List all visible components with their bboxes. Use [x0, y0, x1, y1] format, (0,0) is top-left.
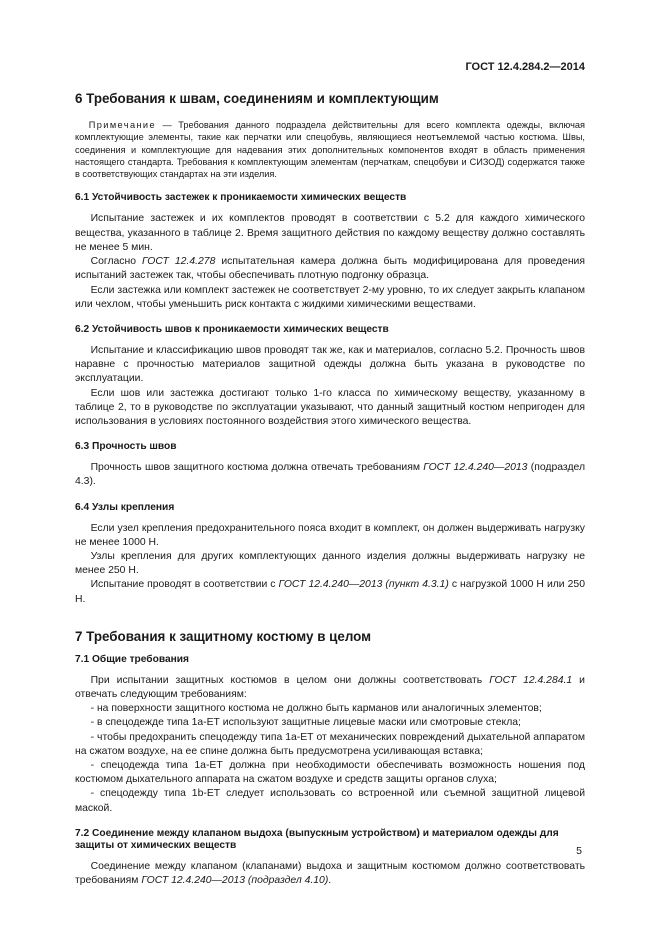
paragraph: При испытании защитных костюмов в целом они должны соответствовать ГОСТ 12.4.284.1 и отвечать следующим требованиям: [75, 674, 585, 700]
paragraph: Узлы крепления для других комплектующих данного изделия должны выдерживать нагрузку не менее 250 Н. [75, 550, 585, 577]
subsection-6-3-heading: 6.3 Прочность швов [75, 441, 177, 453]
paragraph: Испытание застежек и их комплектов проводят в соответствии с 5.2 для каждого химического вещества, указанного в таблице 2. Время защитного действия по каждому веществу должно составлять не менее 5 мин. [75, 213, 585, 253]
list-item: - чтобы предохранить спецодежду типа 1а-ЕТ от механических повреждений дыхательной аппаратом на сжатом воздухе, на ее спине должна быть предусмотрена усиливающая вставка; [75, 731, 585, 757]
section-7-heading: 7 Требования к защитному костюму в целом [75, 628, 372, 644]
list-item: - на поверхности защитного костюма не должно быть карманов или аналогичных элементов; [90, 703, 542, 715]
paragraph: Испытание и классификацию швов проводят так же, как и материалов, согласно 5.2. Прочность швов наравне с прочностью материалов защитной одежды должна быть указана в руководстве по эксплуатации. [75, 344, 585, 385]
subsection-7-2-heading: 7.2 Соединение между клапаном выдоха (выпускным устройством) и материалом одежды для защиты от химических веществ [75, 827, 559, 851]
subsection-6-1-heading: 6.1 Устойчивость застежек к проникаемости химических веществ [75, 192, 407, 204]
subsection-6-2-heading: 6.2 Устойчивость швов к проникаемости химических веществ [75, 323, 389, 335]
paragraph: Соединение между клапаном (клапанами) выдоха и защитным костюмом должно соответствовать требованиям ГОСТ 12.4.240—2013 (подраздел 4.10). [75, 860, 585, 886]
paragraph: Если узел крепления предохранительного пояса входит в комплект, он должен выдерживать нагрузку не менее 1000 Н. [75, 522, 585, 548]
list-item: - спецодежда типа 1а-ЕТ должна при необходимости обеспечивать возможность ношения под костюмом дыхательного аппарата на сжатом воздухе и средств защиты органов слуха; [75, 759, 585, 786]
list-item: - спецодежду типа 1b-ЕТ следует использовать со встроенной или съемной защитной лицевой маской. [75, 788, 585, 814]
paragraph: Испытание проводят в соответствии с ГОСТ 12.4.240—2013 (пункт 4.3.1) с нагрузкой 1000 Н или 250 Н. [75, 579, 585, 605]
standard-reference: ГОСТ 12.4.240—2013 [423, 462, 528, 474]
paragraph: Если шов или застежка достигают только 1-го класса по химическому веществу, указанному в таблице 2, то в руководстве по эксплуатации указывают, что данный защитный костюм непригоден для использования в условиях постоянного воздействия этого химического вещества. [75, 387, 585, 427]
main-content [75, 91, 585, 888]
standard-reference: ГОСТ 12.4.278 [142, 256, 216, 268]
subsection-7-1-heading: 7.1 Общие требования [75, 653, 189, 665]
note-label: Примечание [88, 120, 156, 130]
section-6-heading: 6 Требования к швам, соединениям и комплектующим [75, 91, 439, 106]
paragraph: Прочность швов защитного костюма должна отвечать требованиям ГОСТ 12.4.240—2013 (подраздел 4.3). [75, 462, 586, 488]
list-item: - в спецодежде типа 1а-ЕТ используют защитные лицевые маски или смотровые стекла; [90, 717, 521, 729]
standard-reference: ГОСТ 12.4.240—2013 (подраздел 4.10) [141, 874, 329, 886]
standard-reference: ГОСТ 12.4.240—2013 (пункт 4.3.1) [278, 579, 449, 591]
section-6-note [75, 119, 585, 180]
note-text: — Требования данного подраздела действительны для всего комплекта одежды, включая комплектующие элементы, такие как перчатки или спецобувь, являющиеся неотъемлемой частью костюма. Швы, соединения и комплектующие для надевания этих дополнительных компонентов входят в область применения настоящего стандарта. Требования к комплектующим элементам (перчаткам, спецобуви и СИЗОД) содержатся также в соответствующих стандартах на эти изделия. [75, 120, 585, 180]
paragraph: Если застежка или комплект застежек не соответствует 2-му уровню, то их следует закрыть клапаном или чехлом, чтобы уменьшить риск контакта с жидкими химическими веществами. [75, 284, 585, 310]
page-number: 5 [576, 845, 582, 857]
standard-reference: ГОСТ 12.4.284.1 [489, 674, 573, 686]
document-code-header: ГОСТ 12.4.284.2—2014 [465, 61, 585, 73]
subsection-6-4-heading: 6.4 Узлы крепления [75, 501, 175, 513]
paragraph: Согласно ГОСТ 12.4.278 испытательная камера должна быть модифицирована для проведения испытаний застежек так, чтобы обеспечивать плотную подгонку образца. [75, 256, 585, 282]
